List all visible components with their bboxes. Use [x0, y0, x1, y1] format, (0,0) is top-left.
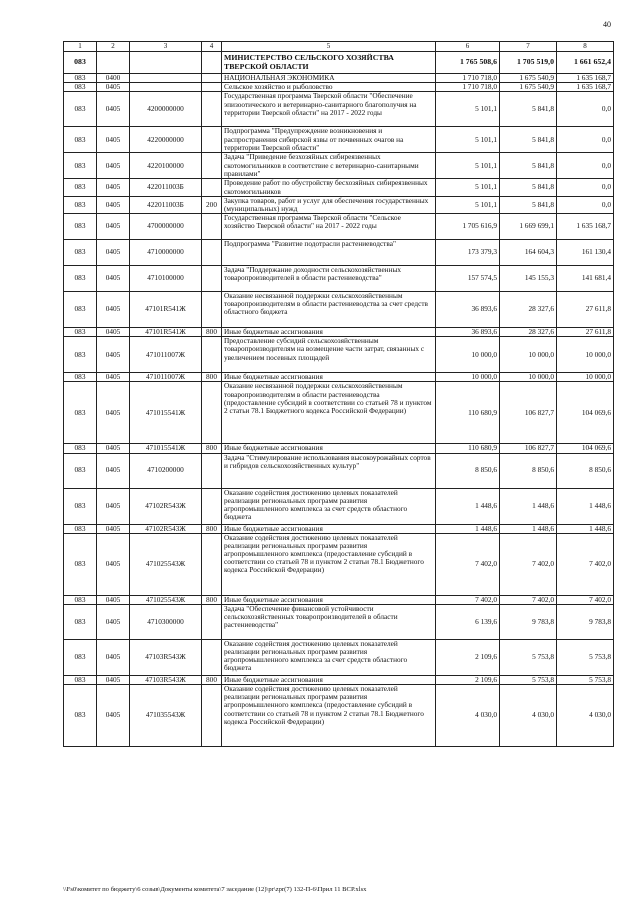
ministry-code: 083	[64, 179, 97, 196]
section-code: 0405	[97, 444, 130, 453]
amount-year-3: 10 000,0	[557, 373, 614, 382]
section-code: 0405	[97, 153, 130, 179]
expense-type-code	[202, 292, 222, 328]
section-code: 0405	[97, 196, 130, 213]
amount-year-2: 28 327,6	[500, 328, 557, 337]
item-name: Задача "Обеспечение финансовой устойчивости сельскохозяйственных товаропроизводителей в области растениеводства"	[222, 604, 436, 639]
target-article-code: 471011007Ж	[130, 337, 202, 373]
ministry-code: 083	[64, 373, 97, 382]
amount-year-3: 8 850,6	[557, 453, 614, 488]
table-row	[64, 533, 614, 595]
table-row	[64, 196, 614, 213]
section-code: 0405	[97, 373, 130, 382]
amount-year-2: 28 327,6	[500, 292, 557, 328]
section-code: 0405	[97, 240, 130, 266]
expense-type-code: 200	[202, 196, 222, 213]
table-row	[64, 604, 614, 639]
ministry-code: 083	[64, 604, 97, 639]
amount-year-1: 1 448,6	[436, 488, 500, 524]
ministry-code: 083	[64, 685, 97, 747]
target-article-code: 47102R543Ж	[130, 488, 202, 524]
ministry-code: 083	[64, 83, 97, 92]
item-name: МИНИСТЕРСТВО СЕЛЬСКОГО ХОЗЯЙСТВА ТВЕРСКОЙ ОБЛАСТИ	[222, 52, 436, 74]
section-code: 0405	[97, 639, 130, 675]
amount-year-3: 1 448,6	[557, 488, 614, 524]
ministry-code: 083	[64, 675, 97, 684]
amount-year-1: 4 030,0	[436, 685, 500, 747]
amount-year-1: 110 680,9	[436, 382, 500, 444]
ministry-code: 083	[64, 524, 97, 533]
item-name: Иные бюджетные ассигнования	[222, 328, 436, 337]
item-name: Иные бюджетные ассигнования	[222, 373, 436, 382]
target-article-code	[130, 74, 202, 83]
target-article-code: 422011003Б	[130, 179, 202, 196]
table-row	[64, 52, 614, 74]
amount-year-1: 36 893,6	[436, 328, 500, 337]
section-code: 0405	[97, 337, 130, 373]
amount-year-2: 10 000,0	[500, 373, 557, 382]
amount-year-1: 1 448,6	[436, 524, 500, 533]
expense-type-code	[202, 74, 222, 83]
section-code: 0405	[97, 675, 130, 684]
table-row	[64, 685, 614, 747]
expense-type-code	[202, 179, 222, 196]
expense-type-code	[202, 266, 222, 292]
table-row	[64, 524, 614, 533]
section-code: 0405	[97, 179, 130, 196]
expense-type-code	[202, 604, 222, 639]
amount-year-2: 8 850,6	[500, 453, 557, 488]
amount-year-3: 27 611,8	[557, 328, 614, 337]
target-article-code: 4710100000	[130, 266, 202, 292]
item-name: Оказание несвязанной поддержки сельскохозяйственным товаропроизводителям в области растениеводства (предоставление субсидий в соответствии со статьей 78 и пунктом 2 статьи 78.1 Бюджетного кодекса Российской Федерации)	[222, 382, 436, 444]
target-article-code: 471025543Ж	[130, 533, 202, 595]
column-number: 7	[500, 42, 557, 52]
section-code: 0405	[97, 83, 130, 92]
expense-type-code	[202, 382, 222, 444]
section-code: 0405	[97, 533, 130, 595]
ministry-code: 083	[64, 328, 97, 337]
expense-type-code: 800	[202, 524, 222, 533]
table-row	[64, 675, 614, 684]
amount-year-2: 1 669 699,1	[500, 214, 557, 240]
amount-year-3: 161 130,4	[557, 240, 614, 266]
target-article-code: 47103R543Ж	[130, 675, 202, 684]
expense-type-code	[202, 533, 222, 595]
target-article-code: 4710200000	[130, 453, 202, 488]
expense-type-code	[202, 153, 222, 179]
amount-year-3: 1 448,6	[557, 524, 614, 533]
amount-year-1: 173 379,3	[436, 240, 500, 266]
section-code: 0405	[97, 488, 130, 524]
amount-year-2: 5 841,8	[500, 153, 557, 179]
expense-type-code: 800	[202, 328, 222, 337]
amount-year-1: 8 850,6	[436, 453, 500, 488]
amount-year-2: 1 675 540,9	[500, 74, 557, 83]
amount-year-2: 145 155,3	[500, 266, 557, 292]
expense-type-code	[202, 639, 222, 675]
ministry-code: 083	[64, 292, 97, 328]
column-number: 1	[64, 42, 97, 52]
target-article-code: 471011007Ж	[130, 373, 202, 382]
expense-type-code	[202, 453, 222, 488]
target-article-code: 471015541Ж	[130, 444, 202, 453]
page-number: 40	[603, 20, 611, 29]
section-code: 0405	[97, 382, 130, 444]
amount-year-1: 157 574,5	[436, 266, 500, 292]
amount-year-2: 5 753,8	[500, 639, 557, 675]
table-row	[64, 337, 614, 373]
section-code	[97, 52, 130, 74]
ministry-code: 083	[64, 453, 97, 488]
item-name: Государственная программа Тверской области "Сельское хозяйство Тверской области" на 2017 - 2022 годы	[222, 214, 436, 240]
item-name: Подпрограмма "Предупреждение возникновения и распространения сибирской язвы от почвенных очагов на территории Тверской области"	[222, 127, 436, 153]
amount-year-3: 104 069,6	[557, 382, 614, 444]
section-code: 0405	[97, 292, 130, 328]
target-article-code: 47103R543Ж	[130, 639, 202, 675]
section-code: 0405	[97, 214, 130, 240]
amount-year-1: 7 402,0	[436, 595, 500, 604]
amount-year-3: 1 635 168,7	[557, 74, 614, 83]
table-row	[64, 92, 614, 127]
ministry-code: 083	[64, 92, 97, 127]
item-name: Подпрограмма "Развитие подотрасли растениеводства"	[222, 240, 436, 266]
amount-year-2: 9 783,8	[500, 604, 557, 639]
expense-type-code	[202, 214, 222, 240]
column-number: 4	[202, 42, 222, 52]
item-name: Оказание содействия достижению целевых показателей реализации региональных программ развития агропромышленного комплекса (предоставление субсидий в соответствии со статьей 78 и пунктом 2 статьи 78.1 Бюджетного кодекса Российской Федерации)	[222, 685, 436, 747]
amount-year-3: 1 635 168,7	[557, 83, 614, 92]
expense-type-code: 800	[202, 595, 222, 604]
amount-year-1: 2 109,6	[436, 675, 500, 684]
amount-year-1: 1 705 616,9	[436, 214, 500, 240]
expense-type-code	[202, 127, 222, 153]
amount-year-3: 5 753,8	[557, 639, 614, 675]
ministry-code: 083	[64, 52, 97, 74]
expense-type-code: 800	[202, 675, 222, 684]
table-row	[64, 444, 614, 453]
amount-year-1: 10 000,0	[436, 373, 500, 382]
expense-type-code	[202, 488, 222, 524]
table-row	[64, 373, 614, 382]
amount-year-3: 9 783,8	[557, 604, 614, 639]
amount-year-1: 5 101,1	[436, 127, 500, 153]
item-name: Сельское хозяйство и рыболовство	[222, 83, 436, 92]
amount-year-1: 5 101,1	[436, 196, 500, 213]
ministry-code: 083	[64, 533, 97, 595]
amount-year-1: 110 680,9	[436, 444, 500, 453]
table-row	[64, 83, 614, 92]
item-name: Государственная программа Тверской области "Обеспечение эпизоотического и ветеринарно-санитарного благополучия на территории Тверской области" на 2017 - 2022 годы	[222, 92, 436, 127]
amount-year-2: 5 841,8	[500, 196, 557, 213]
column-number: 3	[130, 42, 202, 52]
amount-year-1: 1 710 718,0	[436, 74, 500, 83]
target-article-code: 47101R541Ж	[130, 328, 202, 337]
ministry-code: 083	[64, 337, 97, 373]
target-article-code: 4220100000	[130, 153, 202, 179]
table-row	[64, 292, 614, 328]
ministry-code: 083	[64, 639, 97, 675]
column-number-row	[64, 42, 614, 52]
amount-year-3: 0,0	[557, 127, 614, 153]
amount-year-2: 5 841,8	[500, 179, 557, 196]
item-name: Оказание содействия достижению целевых показателей реализации региональных программ развития агропромышленного комплекса за счет средств областного бюджета	[222, 488, 436, 524]
target-article-code: 471015541Ж	[130, 382, 202, 444]
amount-year-1: 5 101,1	[436, 92, 500, 127]
ministry-code: 083	[64, 382, 97, 444]
item-name: Оказание содействия достижению целевых показателей реализации региональных программ развития агропромышленного комплекса за счет средств областного бюджета	[222, 639, 436, 675]
section-code: 0405	[97, 604, 130, 639]
ministry-code: 083	[64, 127, 97, 153]
table-row	[64, 453, 614, 488]
section-code: 0400	[97, 74, 130, 83]
expense-type-code	[202, 240, 222, 266]
ministry-code: 083	[64, 595, 97, 604]
amount-year-1: 6 139,6	[436, 604, 500, 639]
table-row	[64, 639, 614, 675]
column-number: 6	[436, 42, 500, 52]
table-row	[64, 595, 614, 604]
target-article-code: 422011003Б	[130, 196, 202, 213]
item-name: Иные бюджетные ассигнования	[222, 524, 436, 533]
amount-year-1: 36 893,6	[436, 292, 500, 328]
section-code: 0405	[97, 595, 130, 604]
amount-year-3: 104 069,6	[557, 444, 614, 453]
amount-year-1: 1 710 718,0	[436, 83, 500, 92]
item-name: Закупка товаров, работ и услуг для обеспечения государственных (муниципальных) нужд	[222, 196, 436, 213]
item-name: Оказание содействия достижению целевых показателей реализации региональных программ развития агропромышленного комплекса (предоставление субсидий в соответствии со статьей 78 и пунктом 2 статьи 78.1 Бюджетного кодекса Российской Федерации)	[222, 533, 436, 595]
amount-year-2: 1 675 540,9	[500, 83, 557, 92]
target-article-code: 4200000000	[130, 92, 202, 127]
target-article-code: 4220000000	[130, 127, 202, 153]
amount-year-2: 1 705 519,0	[500, 52, 557, 74]
section-code: 0405	[97, 524, 130, 533]
budget-table	[63, 41, 614, 747]
item-name: Иные бюджетные ассигнования	[222, 675, 436, 684]
expense-type-code: 800	[202, 373, 222, 382]
ministry-code: 083	[64, 74, 97, 83]
table-row	[64, 127, 614, 153]
section-code: 0405	[97, 685, 130, 747]
ministry-code: 083	[64, 488, 97, 524]
amount-year-3: 0,0	[557, 92, 614, 127]
item-name: Иные бюджетные ассигнования	[222, 444, 436, 453]
target-article-code: 4710300000	[130, 604, 202, 639]
table-row	[64, 240, 614, 266]
item-name: Иные бюджетные ассигнования	[222, 595, 436, 604]
ministry-code: 083	[64, 196, 97, 213]
amount-year-2: 5 753,8	[500, 675, 557, 684]
ministry-code: 083	[64, 153, 97, 179]
amount-year-3: 0,0	[557, 179, 614, 196]
ministry-code: 083	[64, 240, 97, 266]
amount-year-2: 106 827,7	[500, 382, 557, 444]
target-article-code: 4700000000	[130, 214, 202, 240]
column-number: 8	[557, 42, 614, 52]
expense-type-code	[202, 52, 222, 74]
column-number: 2	[97, 42, 130, 52]
target-article-code: 47102R543Ж	[130, 524, 202, 533]
ministry-code: 083	[64, 444, 97, 453]
item-name: Оказание несвязанной поддержки сельскохозяйственным товаропроизводителям в области растениеводства за счет средств областного бюджета	[222, 292, 436, 328]
expense-type-code	[202, 92, 222, 127]
amount-year-1: 7 402,0	[436, 533, 500, 595]
section-code: 0405	[97, 453, 130, 488]
item-name: Задача "Поддержание доходности сельскохозяйственных товаропроизводителей в области растениеводства"	[222, 266, 436, 292]
table-row	[64, 153, 614, 179]
amount-year-3: 1 635 168,7	[557, 214, 614, 240]
target-article-code: 4710000000	[130, 240, 202, 266]
amount-year-2: 7 402,0	[500, 533, 557, 595]
target-article-code	[130, 52, 202, 74]
section-code: 0405	[97, 127, 130, 153]
amount-year-3: 141 681,4	[557, 266, 614, 292]
item-name: Проведение работ по обустройству бесхозяйных сибиреязвенных скотомогильников	[222, 179, 436, 196]
target-article-code: 471035543Ж	[130, 685, 202, 747]
amount-year-3: 0,0	[557, 153, 614, 179]
section-code: 0405	[97, 266, 130, 292]
amount-year-1: 10 000,0	[436, 337, 500, 373]
target-article-code: 471025543Ж	[130, 595, 202, 604]
amount-year-1: 5 101,1	[436, 153, 500, 179]
section-code: 0405	[97, 328, 130, 337]
amount-year-3: 4 030,0	[557, 685, 614, 747]
amount-year-3: 7 402,0	[557, 533, 614, 595]
item-name: Задача "Приведение безхозяйных сибиреязвенных скотомогильников в соответствие с ветеринарно-санитарными правилами"	[222, 153, 436, 179]
amount-year-2: 106 827,7	[500, 444, 557, 453]
amount-year-2: 164 604,3	[500, 240, 557, 266]
amount-year-1: 5 101,1	[436, 179, 500, 196]
amount-year-3: 1 661 652,4	[557, 52, 614, 74]
target-article-code	[130, 83, 202, 92]
amount-year-2: 4 030,0	[500, 685, 557, 747]
table-row	[64, 266, 614, 292]
amount-year-3: 5 753,8	[557, 675, 614, 684]
ministry-code: 083	[64, 214, 97, 240]
section-code: 0405	[97, 92, 130, 127]
item-name: Задача "Стимулирование использования высокоурожайных сортов и гибридов сельскохозяйственных культур"	[222, 453, 436, 488]
table-row	[64, 74, 614, 83]
amount-year-1: 2 109,6	[436, 639, 500, 675]
amount-year-2: 10 000,0	[500, 337, 557, 373]
expense-type-code	[202, 685, 222, 747]
amount-year-2: 1 448,6	[500, 524, 557, 533]
table-row	[64, 179, 614, 196]
expense-type-code	[202, 83, 222, 92]
amount-year-3: 27 611,8	[557, 292, 614, 328]
item-name: Предоставление субсидий сельскохозяйственным товаропроизводителям на возмещение части затрат, связанных с увеличением посевных площадей	[222, 337, 436, 373]
table-row	[64, 328, 614, 337]
expense-type-code: 800	[202, 444, 222, 453]
amount-year-2: 7 402,0	[500, 595, 557, 604]
amount-year-3: 10 000,0	[557, 337, 614, 373]
file-path-footer: \\Fs0\комитет по бюджету\6 созыв\Документы комитета\7 заседание (12)\pr\zpr(7) 132-П-6\Прил 11 ВСР.xlsx	[63, 886, 367, 893]
table-row	[64, 214, 614, 240]
amount-year-1: 1 765 508,6	[436, 52, 500, 74]
amount-year-2: 5 841,8	[500, 92, 557, 127]
amount-year-2: 5 841,8	[500, 127, 557, 153]
amount-year-2: 1 448,6	[500, 488, 557, 524]
item-name: НАЦИОНАЛЬНАЯ ЭКОНОМИКА	[222, 74, 436, 83]
amount-year-3: 0,0	[557, 196, 614, 213]
table-row	[64, 488, 614, 524]
table-row	[64, 382, 614, 444]
ministry-code: 083	[64, 266, 97, 292]
target-article-code: 47101R541Ж	[130, 292, 202, 328]
amount-year-3: 7 402,0	[557, 595, 614, 604]
expense-type-code	[202, 337, 222, 373]
column-number: 5	[222, 42, 436, 52]
